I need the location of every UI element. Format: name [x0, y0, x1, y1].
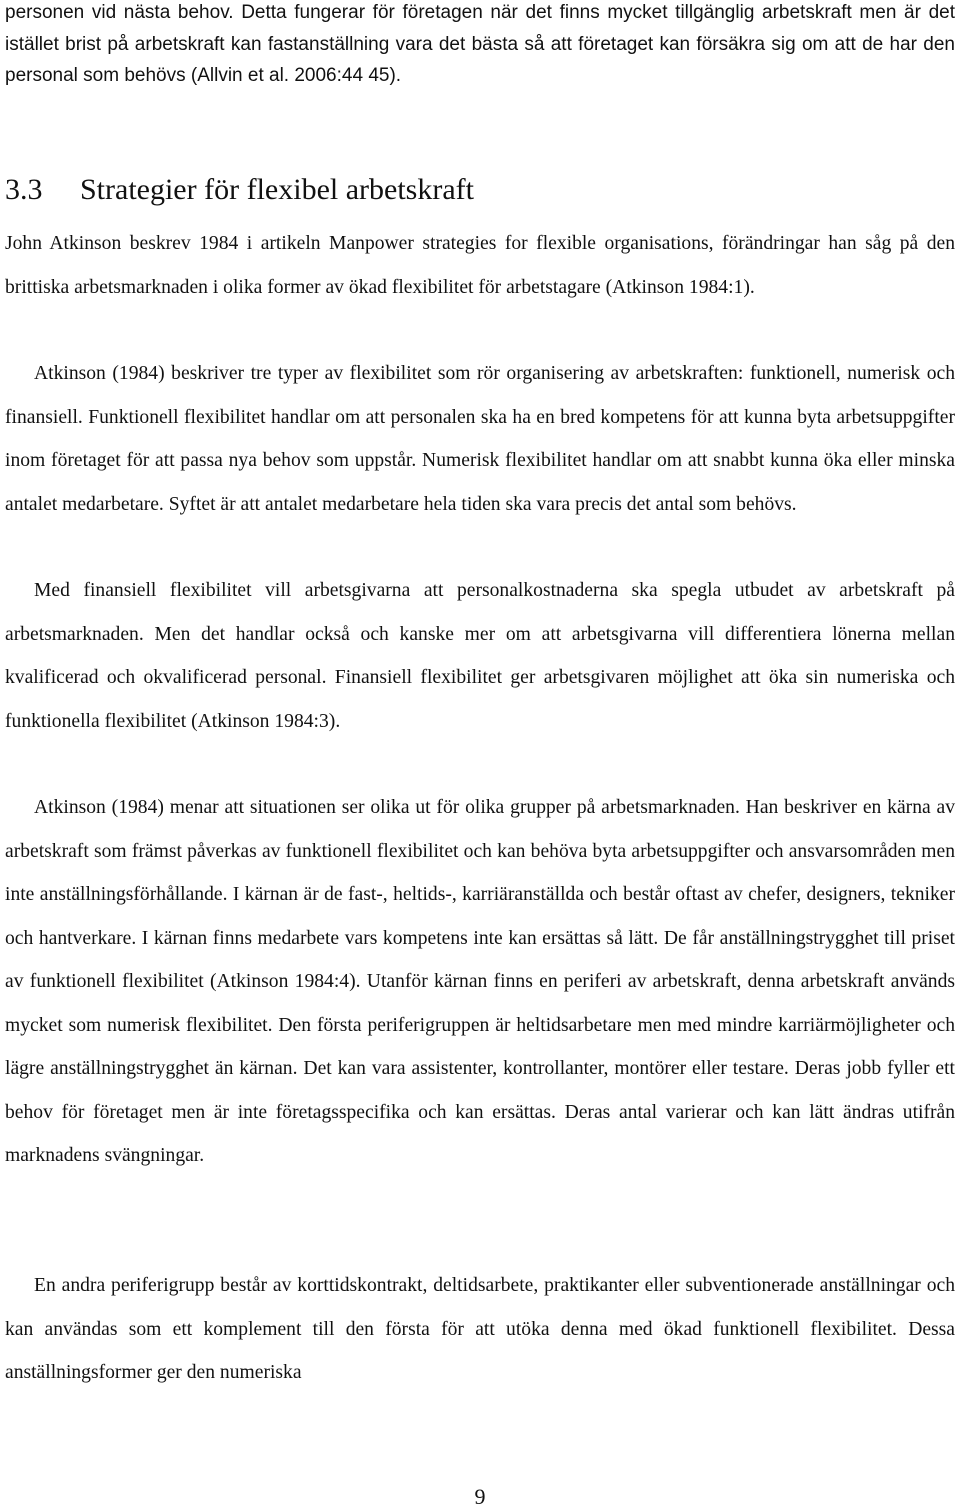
- page-number: 9: [474, 1484, 486, 1509]
- body-paragraph: En andra periferigrupp består av korttidskontrakt, deltidsarbete, praktikanter eller subventionerade anställningar och kan användas som ett komplement till den första för att utöka denna med ökad funktionell flexibilitet. Dessa anställningsformer ger den numeriska: [5, 1275, 955, 1383]
- body-paragraph: Atkinson (1984) beskriver tre typer av flexibilitet som rör organisering av arbetskraften: funktionell, numerisk och finansiell. Funktionell flexibilitet handlar om att personalen ska ha en bred kompetens för att kunna byta arbetsuppgifter inom företaget för att passa nya behov som uppstår. Numerisk flexibilitet handlar om att snabbt kunna öka eller minska antalet medarbetare. Syftet är att antalet medarbetare hela tiden ska vara precis det antal som behövs.: [5, 363, 955, 515]
- section-number: 3.3: [5, 173, 43, 206]
- section-heading: [5, 170, 474, 210]
- section-title: Strategier för flexibel arbetskraft: [80, 173, 474, 206]
- body-paragraph: Med finansiell flexibilitet vill arbetsgivarna att personalkostnaderna ska spegla utbudet av arbetskraft på arbetsmarknaden. Men det handlar också och kanske mer om att arbetsgivarna vill differentiera lönerna mellan kvalificerad och okvalificerad personal. Finansiell flexibilitet ger arbetsgivaren möjlighet att öka sin numeriska och funktionella flexibilitet (Atkinson 1984:3).: [5, 580, 955, 732]
- body-paragraph: Atkinson (1984) menar att situationen ser olika ut för olika grupper på arbetsmarknaden. Han beskriver en kärna av arbetskraft som främst påverkas av funktionell flexibilitet och kan behöva byta arbetsuppgifter och ansvarsområden men inte anställningsförhållande. I kärnan är de fast-, heltids-, karriäranställda och består oftast av chefer, designers, tekniker och hantverkare. I kärnan finns medarbete vars kompetens inte kan ersättas så lätt. De får anställningstrygghet till priset av funktionell flexibilitet (Atkinson 1984:4). Utanför kärnan finns en periferi av arbetskraft, denna arbetskraft används mycket som numerisk flexibilitet. Den första periferigruppen är heltidsarbetare men med mindre karriärmöjligheter och lägre anställningstrygghet än kärnan. Det kan vara assistenter, kontrollanter, montörer eller testare. Deras jobb fyller ett behov för företaget men är inte företagsspecifika och kan ersättas. Deras antal varierar och kan lätt ändras utifrån marknadens svängningar.: [5, 797, 955, 1166]
- intro-paragraph: personen vid nästa behov. Detta fungerar för företagen när det finns mycket tillgänglig arbetskraft men är det istället brist på arbetskraft kan fastanställning vara det bästa så att företaget kan försäkra sig om att de har den personal som behövs (Allvin et al. 2006:44 45).: [5, 2, 955, 86]
- body-paragraph: John Atkinson beskrev 1984 i artikeln Manpower strategies for flexible organisations, förändringar han såg på den brittiska arbetsmarknaden i olika former av ökad flexibilitet för arbetstagare (Atkinson 1984:1).: [5, 233, 955, 298]
